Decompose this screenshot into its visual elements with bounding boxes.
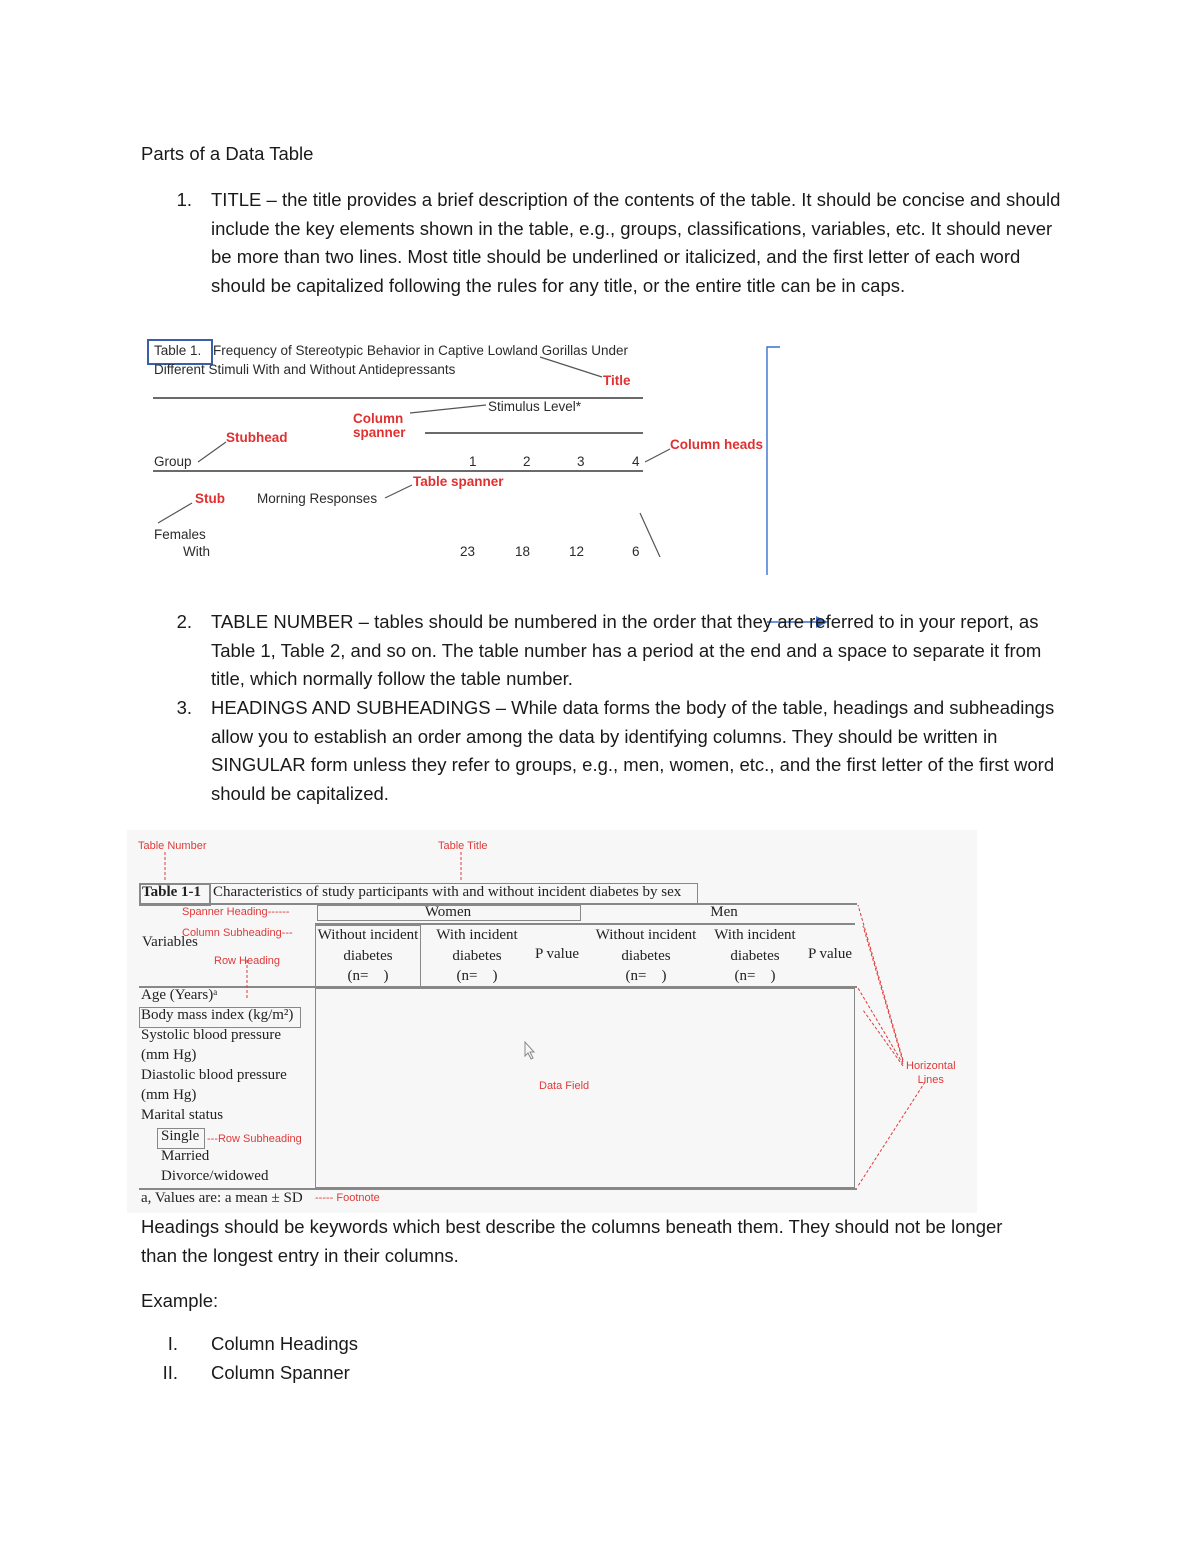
label-row-subheading: ---Row Subheading: [207, 1133, 302, 1145]
morning-responses: Morning Responses: [257, 491, 378, 506]
label-table-number: Table Number: [138, 840, 207, 852]
list-text: TITLE – the title provides a brief description of the contents of the table. It should be concise and should include the key elements shown in the table, e.g., groups, classifications, variables, etc. It should never be more than two lines. Most title should be underlined or italicized, and the first letter of each word should be capitalized following the rules for any title, or the entire title can be in caps.: [211, 189, 1061, 296]
col-subhead: P value: [534, 946, 580, 962]
group-stubhead: Group: [154, 454, 192, 469]
row-heading: Systolic blood pressure: [141, 1027, 281, 1043]
list-text: Column Spanner: [211, 1362, 350, 1383]
list-text: Column Headings: [211, 1333, 359, 1354]
col-head: 3: [577, 454, 585, 469]
example-label: Example:: [141, 1290, 219, 1311]
row-heading: (mm Hg): [141, 1087, 197, 1103]
callout-title: Title: [603, 373, 631, 388]
figure-table-anatomy: [127, 830, 977, 1213]
footnote: a, Values are: a mean ± SD: [141, 1190, 303, 1206]
list-text: HEADINGS AND SUBHEADINGS – While data forms the body of the table, headings and subheadings allow you to establish an order among the data by identifying columns. They should be written in SINGULAR form unless they refer to groups, e.g., men, women, etc., and the first letter of the first word should be capitalized.: [211, 697, 1055, 804]
list-item: [0, 1330, 1200, 1360]
list-number: II.: [162, 1362, 178, 1383]
list-number: 3.: [176, 697, 192, 718]
row-heading: Body mass index (kg/m²): [141, 1007, 294, 1023]
label-data-field: Data Field: [539, 1080, 590, 1092]
spanner-men: Men: [710, 904, 738, 920]
callout-stub: Stub: [195, 491, 225, 506]
table-label: Table 1-1: [142, 884, 202, 900]
list-item: [0, 1359, 1200, 1389]
table-title-line2: Different Stimuli With and Without Antidepressants: [154, 362, 456, 377]
list-number: 2.: [176, 611, 192, 632]
label-row-heading: Row Heading: [214, 955, 281, 967]
callout-table-spanner: Table spanner: [413, 474, 504, 489]
row-heading: Age (Years)ᵃ: [141, 987, 218, 1003]
value: 12: [569, 544, 585, 559]
list-number: 1.: [176, 189, 192, 210]
list-item: [0, 694, 1200, 814]
callout-column-heads: Column heads: [670, 437, 764, 452]
callout-stubhead: Stubhead: [226, 430, 288, 445]
table-label: Table 1.: [154, 343, 202, 358]
value: 23: [460, 544, 476, 559]
col-subhead: With incident diabetes (n= ): [714, 927, 796, 984]
table-title-line1: Frequency of Stereotypic Behavior in Captive Lowland Gorillas Under: [213, 343, 628, 358]
paragraph: Headings should be keywords which best describe the columns beneath them. They should not be longer than the longest entry in their columns.: [141, 1216, 1003, 1266]
table-title: Characteristics of study participants with and without incident diabetes by sex: [213, 884, 682, 900]
col-head: 1: [469, 454, 477, 469]
row-heading: (mm Hg): [141, 1047, 197, 1063]
col-subhead: Without incident diabetes (n= ): [595, 927, 697, 984]
spanner-women: Women: [424, 904, 472, 920]
list-item: [0, 186, 1200, 331]
with: With: [183, 544, 210, 559]
list-text: TABLE NUMBER – tables should be numbered in the order that they are referred to in your report, as Table 1, Table 2, and so on. The table number has a period at the end and a space to separate it from title, which normally follow the table number.: [211, 611, 1042, 689]
col-subhead: Without incident diabetes (n= ): [317, 927, 419, 984]
document-title: Parts of a Data Table: [141, 143, 314, 164]
label-column-subheading: Column Subheading---: [182, 927, 293, 939]
col-subhead: P value: [807, 946, 853, 962]
row-heading: Marital status: [141, 1107, 224, 1123]
figure-apa-table-parts: [140, 335, 780, 575]
col-head: 2: [523, 454, 531, 469]
row-heading: Diastolic blood pressure: [141, 1067, 287, 1083]
value: 18: [515, 544, 531, 559]
stubhead-variables: Variables: [142, 934, 198, 950]
row-subheading: Married: [161, 1148, 210, 1164]
row-subheading: Single: [161, 1128, 200, 1144]
list-item: [0, 608, 1200, 698]
callout-column-spanner: Column spanner: [353, 411, 406, 440]
callout-lines: [140, 335, 780, 575]
label-footnote: ----- Footnote: [315, 1192, 380, 1204]
col-head: 4: [632, 454, 640, 469]
col-subhead: With incident diabetes (n= ): [436, 927, 518, 984]
label-horizontal-lines: Horizontal Lines: [906, 1060, 956, 1086]
annotation-arrows: [127, 830, 977, 1213]
stimulus-level: Stimulus Level*: [488, 399, 582, 414]
label-spanner-heading: Spanner Heading------: [182, 906, 290, 918]
value: 6: [632, 544, 640, 559]
females: Females: [154, 527, 206, 542]
label-table-title: Table Title: [438, 840, 488, 852]
row-subheading: Divorce/widowed: [161, 1168, 269, 1184]
list-number: I.: [167, 1333, 178, 1354]
